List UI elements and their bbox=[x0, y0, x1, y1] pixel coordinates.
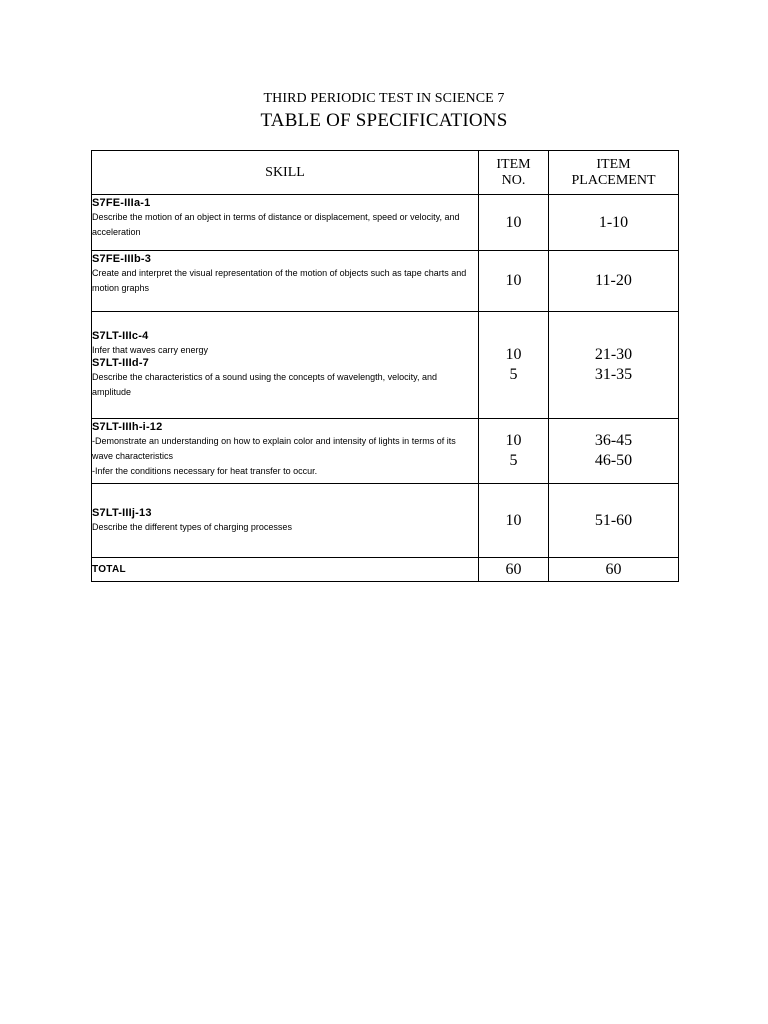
item-count: 10 bbox=[479, 195, 549, 251]
item-count bbox=[479, 419, 549, 484]
competency-description: Create and interpret the visual representation of the motion of objects such as tape charts and motion graphs bbox=[92, 268, 467, 293]
column-header-item-no-line1: ITEM bbox=[496, 156, 531, 172]
item-count-a: 10 bbox=[505, 432, 522, 449]
item-placement: 51-60 bbox=[549, 484, 679, 558]
item-count-b: 5 bbox=[509, 366, 518, 383]
competency-code: S7FE-IIIb-3 bbox=[92, 253, 152, 265]
competency-description: Describe the motion of an object in terms of distance or displacement, speed or velocity, and acceleration bbox=[92, 212, 460, 237]
item-placement: 11-20 bbox=[549, 251, 679, 312]
column-header-placement-line2: PLACEMENT bbox=[571, 172, 656, 188]
test-title: THIRD PERIODIC TEST IN SCIENCE 7 bbox=[263, 91, 505, 106]
item-placement bbox=[549, 419, 679, 484]
item-count: 10 bbox=[479, 251, 549, 312]
page-title: TABLE OF SPECIFICATIONS bbox=[260, 110, 508, 131]
item-count: 10 bbox=[479, 484, 549, 558]
column-header-item-no-line2: NO. bbox=[501, 172, 526, 188]
specifications-table bbox=[91, 150, 679, 582]
total-row bbox=[92, 558, 679, 582]
item-count-b: 5 bbox=[509, 452, 518, 469]
competency-description: -Demonstrate an understanding on how to explain color and intensity of lights in terms of its wave characteristics bbox=[92, 436, 456, 461]
skill-cell bbox=[92, 312, 479, 419]
item-placement-b: 46-50 bbox=[594, 452, 633, 469]
item-count bbox=[479, 312, 549, 419]
competency-code: S7LT-IIIj-13 bbox=[92, 506, 152, 519]
table-header-row bbox=[92, 151, 679, 195]
skill-cell bbox=[92, 251, 479, 312]
table-row bbox=[92, 195, 679, 251]
competency-code: S7LT-IIId-7 bbox=[92, 357, 150, 369]
table-row bbox=[92, 419, 679, 484]
competency-code: S7FE-IIIa-1 bbox=[92, 197, 151, 209]
table-row bbox=[92, 312, 679, 419]
item-placement-a: 36-45 bbox=[594, 432, 633, 449]
column-header-skill: SKILL bbox=[92, 151, 479, 195]
skill-cell bbox=[92, 419, 479, 484]
total-label: TOTAL bbox=[92, 558, 479, 582]
item-placement: 1-10 bbox=[549, 195, 679, 251]
table-row bbox=[92, 251, 679, 312]
item-placement bbox=[549, 312, 679, 419]
skill-cell bbox=[92, 195, 479, 251]
total-item-count: 60 bbox=[479, 558, 549, 582]
total-placement: 60 bbox=[549, 558, 679, 582]
table-row bbox=[92, 484, 679, 558]
competency-description: Describe the characteristics of a sound using the concepts of wavelength, velocity, and amplitude bbox=[92, 372, 438, 397]
competency-description: Describe the different types of charging processes bbox=[92, 521, 292, 532]
item-placement-a: 21-30 bbox=[594, 346, 633, 363]
column-header-item-no bbox=[479, 151, 549, 195]
competency-description: Infer that waves carry energy bbox=[92, 345, 209, 355]
competency-description: -Infer the conditions necessary for heat transfer to occur. bbox=[92, 466, 318, 476]
competency-code: S7LT-IIIc-4 bbox=[92, 330, 149, 342]
item-count-a: 10 bbox=[505, 346, 522, 363]
column-header-placement-line1: ITEM bbox=[596, 156, 631, 172]
skill-cell bbox=[92, 484, 479, 558]
column-header-item-placement bbox=[549, 151, 679, 195]
competency-code: S7LT-IIIh-i-12 bbox=[92, 421, 163, 433]
item-placement-b: 31-35 bbox=[594, 366, 633, 383]
